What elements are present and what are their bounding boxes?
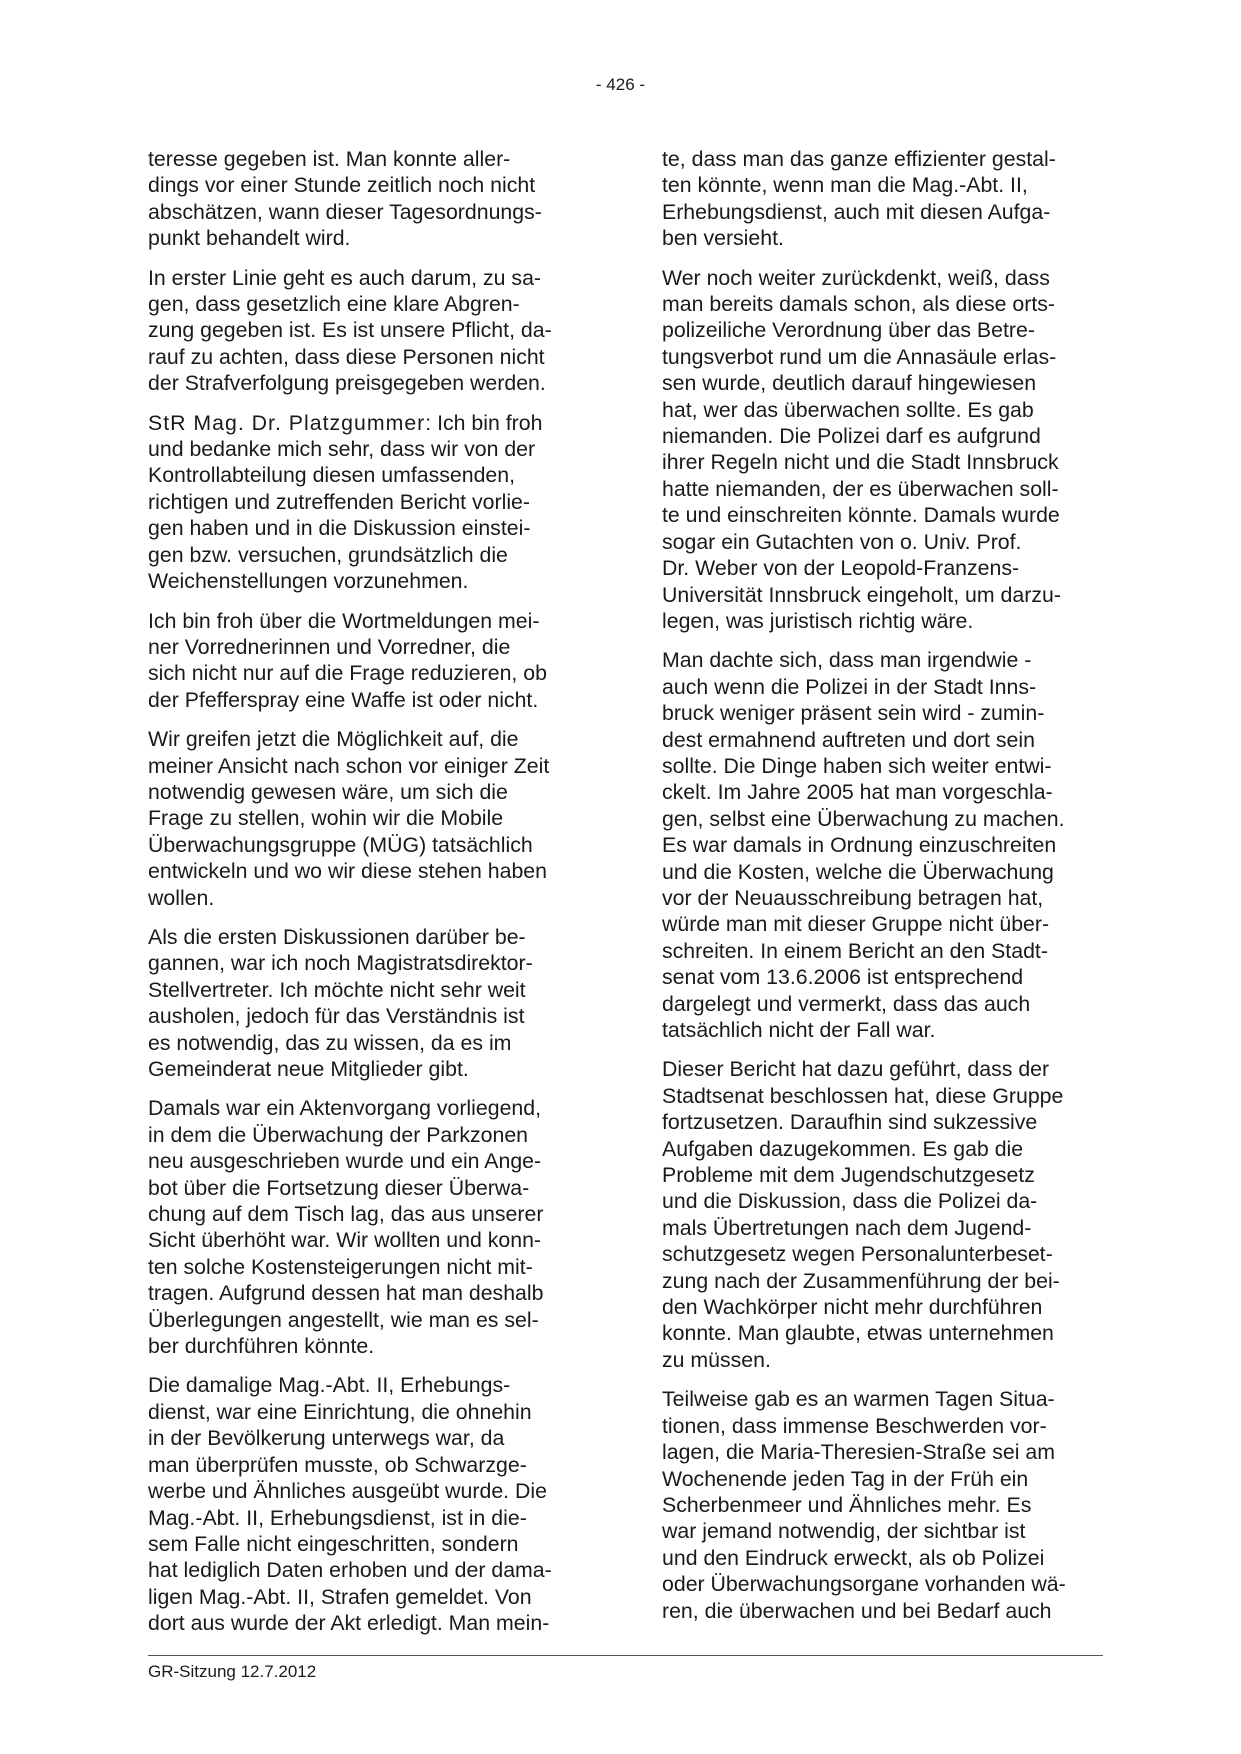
text-line: Wochenende jeden Tag in der Früh ein: [662, 1466, 1029, 1491]
text-line: zung nach der Zusammenführung der bei-: [662, 1268, 1060, 1293]
text-line: polizeiliche Verordnung über das Betre-: [662, 318, 1035, 343]
text-line: war jemand notwendig, der sichtbar ist: [662, 1519, 1026, 1544]
text-line: tatsächlich nicht der Fall war.: [662, 1018, 936, 1042]
text-line: ber durchführen könnte.: [148, 1334, 375, 1359]
text-line: Wir greifen jetzt die Möglichkeit auf, die: [148, 727, 519, 752]
text-line: Erhebungsdienst, auch mit diesen Aufga-: [662, 199, 1051, 224]
text-line: te und einschreiten könnte. Damals wurde: [662, 503, 1060, 528]
text-line: sen wurde, deutlich darauf hingewiesen: [662, 371, 1037, 396]
text-line: ner Vorrednerinnen und Vorredner, die: [148, 634, 511, 659]
text-line: neu ausgeschrieben wurde und ein Ange-: [148, 1149, 542, 1174]
text-fragment: : Ich bin froh: [425, 410, 543, 435]
text-line: dest ermahnend auftreten und dort sein: [662, 727, 1035, 752]
text-line: Scherbenmeer und Ähnliches mehr. Es: [662, 1492, 1032, 1517]
text-line: Dr. Weber von der Leopold-Franzens-: [662, 556, 1020, 581]
left-column: [148, 146, 586, 1650]
text-line: lagen, die Maria-Theresien-Straße sei am: [662, 1440, 1055, 1465]
text-line: oder Überwachungsorgane vorhanden wä-: [662, 1572, 1066, 1597]
text-line: gen, dass gesetzlich eine klare Abgren-: [148, 292, 520, 317]
paragraph: [148, 608, 586, 714]
paragraph: [148, 1095, 586, 1359]
text-line: Mag.-Abt. II, Erhebungsdienst, ist in die-: [148, 1505, 527, 1530]
text-line: dienst, war eine Einrichtung, die ohnehin: [148, 1399, 532, 1424]
text-line: würde man mit dieser Gruppe nicht über-: [662, 912, 1050, 937]
text-line: sollte. Die Dinge haben sich weiter entwi-: [662, 753, 1052, 778]
text-line: senat vom 13.6.2006 ist entsprechend: [662, 965, 1024, 990]
text-line: Universität Innsbruck eingeholt, um darzu-: [662, 582, 1061, 607]
text-line: te, dass man das ganze effizienter gestal-: [662, 147, 1056, 171]
text-line: Stadtsenat beschlossen hat, diese Gruppe: [662, 1083, 1064, 1108]
text-line: bot über die Fortsetzung dieser Überwa-: [148, 1175, 530, 1200]
text-line: ausholen, jedoch für das Verständnis ist: [148, 1004, 525, 1029]
paragraph: [148, 265, 586, 397]
text-line: hatte niemanden, der es überwachen soll-: [662, 476, 1059, 501]
text-line: zu müssen.: [662, 1347, 771, 1372]
page-number: - 426 -: [595, 75, 646, 94]
text-line: fortzusetzen. Daraufhin sind sukzessive: [662, 1110, 1038, 1135]
text-line: In erster Linie geht es auch darum, zu sa-: [148, 265, 542, 290]
text-line: Als die ersten Diskussionen darüber be-: [148, 924, 526, 949]
text-line: notwendig gewesen wäre, um sich die: [148, 779, 508, 804]
paragraph: [148, 1372, 586, 1636]
right-column: [662, 146, 1100, 1637]
text-line: Kontrollabteilung diesen umfassenden,: [148, 463, 516, 488]
text-line: gen haben und in die Diskussion einstei-: [148, 516, 531, 541]
text-line: gen, selbst eine Überwachung zu machen.: [662, 806, 1065, 831]
text-line: ihrer Regeln nicht und die Stadt Innsbruck: [662, 450, 1059, 475]
text-line: Wer noch weiter zurückdenkt, weiß, dass: [662, 265, 1050, 290]
text-line: ten solche Kostensteigerungen nicht mit-: [148, 1254, 533, 1279]
text-line: Aufgaben dazugekommen. Es gab die: [662, 1136, 1024, 1161]
text-line: niemanden. Die Polizei darf es aufgrund: [662, 424, 1041, 449]
text-line: hat, wer das überwachen sollte. Es gab: [662, 397, 1034, 422]
text-line: Überlegungen angestellt, wie man es sel-: [148, 1307, 539, 1332]
text-line: Man dachte sich, dass man irgendwie -: [662, 648, 1032, 673]
text-line: dargelegt und vermerkt, dass das auch: [662, 991, 1031, 1016]
text-line: und die Kosten, welche die Überwachung: [662, 859, 1054, 884]
paragraph: [148, 410, 586, 595]
text-line: Sicht überhöht war. Wir wollten und konn-: [148, 1228, 542, 1253]
text-line: dings vor einer Stunde zeitlich noch nicht: [148, 173, 536, 198]
paragraph: [148, 924, 586, 1082]
text-line: Weichenstellungen vorzunehmen.: [148, 569, 469, 594]
text-line: mals Übertretungen nach dem Jugend-: [662, 1215, 1032, 1240]
text-line: ben versieht.: [662, 226, 784, 251]
text-line: ligen Mag.-Abt. II, Strafen gemeldet. Von: [148, 1584, 532, 1609]
text-line: zung gegeben ist. Es ist unsere Pflicht, da-: [148, 318, 552, 343]
text-line: [148, 410, 586, 436]
text-line: ckelt. Im Jahre 2005 hat man vorgeschla-: [662, 780, 1053, 805]
footer-divider: [148, 1655, 1103, 1656]
text-line: gen bzw. versuchen, grundsätzlich die: [148, 542, 508, 567]
text-line: konnte. Man glaubte, etwas unternehmen: [662, 1321, 1054, 1346]
text-line: meiner Ansicht nach schon vor einiger Zeit: [148, 753, 550, 778]
text-line: der Pfefferspray eine Waffe ist oder nicht.: [148, 687, 539, 712]
text-line: chung auf dem Tisch lag, das aus unserer: [148, 1202, 544, 1227]
text-line: Dieser Bericht hat dazu geführt, dass der: [662, 1057, 1050, 1082]
text-line: tionen, dass immense Beschwerden vor-: [662, 1413, 1047, 1438]
paragraph: [662, 647, 1100, 1043]
text-line: und die Diskussion, dass die Polizei da-: [662, 1189, 1038, 1214]
text-line: Gemeinderat neue Mitglieder gibt.: [148, 1057, 469, 1081]
paragraph: [148, 146, 586, 252]
text-line: rauf zu achten, dass diese Personen nicht: [148, 344, 545, 369]
text-line: ren, die überwachen und bei Bedarf auch: [662, 1598, 1052, 1623]
text-line: Ich bin froh über die Wortmeldungen mei-: [148, 608, 540, 633]
text-line: richtigen und zutreffenden Bericht vorlie-: [148, 489, 530, 514]
text-line: abschätzen, wann dieser Tagesordnungs-: [148, 199, 542, 224]
text-line: Teilweise gab es an warmen Tagen Situa-: [662, 1387, 1055, 1412]
text-line: schutzgesetz wegen Personalunterbeset-: [662, 1242, 1053, 1267]
text-line: man bereits damals schon, als diese orts-: [662, 292, 1055, 317]
text-line: gannen, war ich noch Magistratsdirektor-: [148, 951, 533, 976]
text-line: vor der Neuausschreibung betragen hat,: [662, 885, 1044, 910]
text-line: wollen.: [148, 885, 215, 910]
text-line: der Strafverfolgung preisgegeben werden.: [148, 371, 546, 396]
paragraph: [662, 1056, 1100, 1373]
text-line: und den Eindruck erweckt, als ob Polizei: [662, 1545, 1045, 1570]
text-line: tragen. Aufgrund dessen hat man deshalb: [148, 1281, 544, 1306]
text-line: Stellvertreter. Ich möchte nicht sehr weit: [148, 977, 526, 1002]
text-line: dort aus wurde der Akt erledigt. Man mein-: [148, 1611, 550, 1636]
footer-session-date: GR-Sitzung 12.7.2012: [148, 1662, 317, 1681]
text-line: tungsverbot rund um die Annasäule erlas-: [662, 344, 1057, 369]
text-line: hat lediglich Daten erhoben und der dama-: [148, 1558, 552, 1583]
text-line: sich nicht nur auf die Frage reduzieren, ob: [148, 661, 547, 686]
paragraph: [148, 726, 586, 911]
text-line: bruck weniger präsent sein wird - zumin-: [662, 701, 1045, 726]
text-line: Probleme mit dem Jugendschutzgesetz: [662, 1163, 1035, 1188]
text-line: sem Falle nicht eingeschritten, sondern: [148, 1531, 519, 1556]
text-line: ten könnte, wenn man die Mag.-Abt. II,: [662, 173, 1028, 198]
text-line: punkt behandelt wird.: [148, 226, 351, 251]
paragraph: [662, 265, 1100, 635]
text-line: entwickeln und wo wir diese stehen haben: [148, 859, 547, 884]
text-line: sogar ein Gutachten von o. Univ. Prof.: [662, 529, 1022, 554]
text-line: werbe und Ähnliches ausgeübt wurde. Die: [148, 1479, 547, 1504]
text-line: in dem die Überwachung der Parkzonen: [148, 1122, 529, 1147]
text-line: Die damalige Mag.-Abt. II, Erhebungs-: [148, 1373, 511, 1398]
text-line: und bedanke mich sehr, dass wir von der: [148, 437, 536, 462]
speaker-name: StR Mag. Dr. Platzgummer: [148, 410, 426, 435]
text-line: schreiten. In einem Bericht an den Stadt-: [662, 938, 1048, 963]
text-line: in der Bevölkerung unterwegs war, da: [148, 1426, 505, 1451]
text-line: man überprüfen musste, ob Schwarzge-: [148, 1452, 527, 1477]
text-line: Es war damals in Ordnung einzuschreiten: [662, 833, 1057, 858]
paragraph: [662, 146, 1100, 252]
text-line: Überwachungsgruppe (MÜG) tatsächlich: [148, 832, 533, 857]
text-line: Damals war ein Aktenvorgang vorliegend,: [148, 1096, 542, 1121]
text-line: teresse gegeben ist. Man konnte aller-: [148, 147, 511, 171]
text-line: es notwendig, das zu wissen, da es im: [148, 1030, 512, 1055]
text-line: auch wenn die Polizei in der Stadt Inns-: [662, 674, 1037, 699]
text-line: den Wachkörper nicht mehr durchführen: [662, 1295, 1043, 1320]
text-line: legen, was juristisch richtig wäre.: [662, 608, 974, 633]
paragraph: [662, 1386, 1100, 1624]
text-line: Frage zu stellen, wohin wir die Mobile: [148, 806, 504, 831]
